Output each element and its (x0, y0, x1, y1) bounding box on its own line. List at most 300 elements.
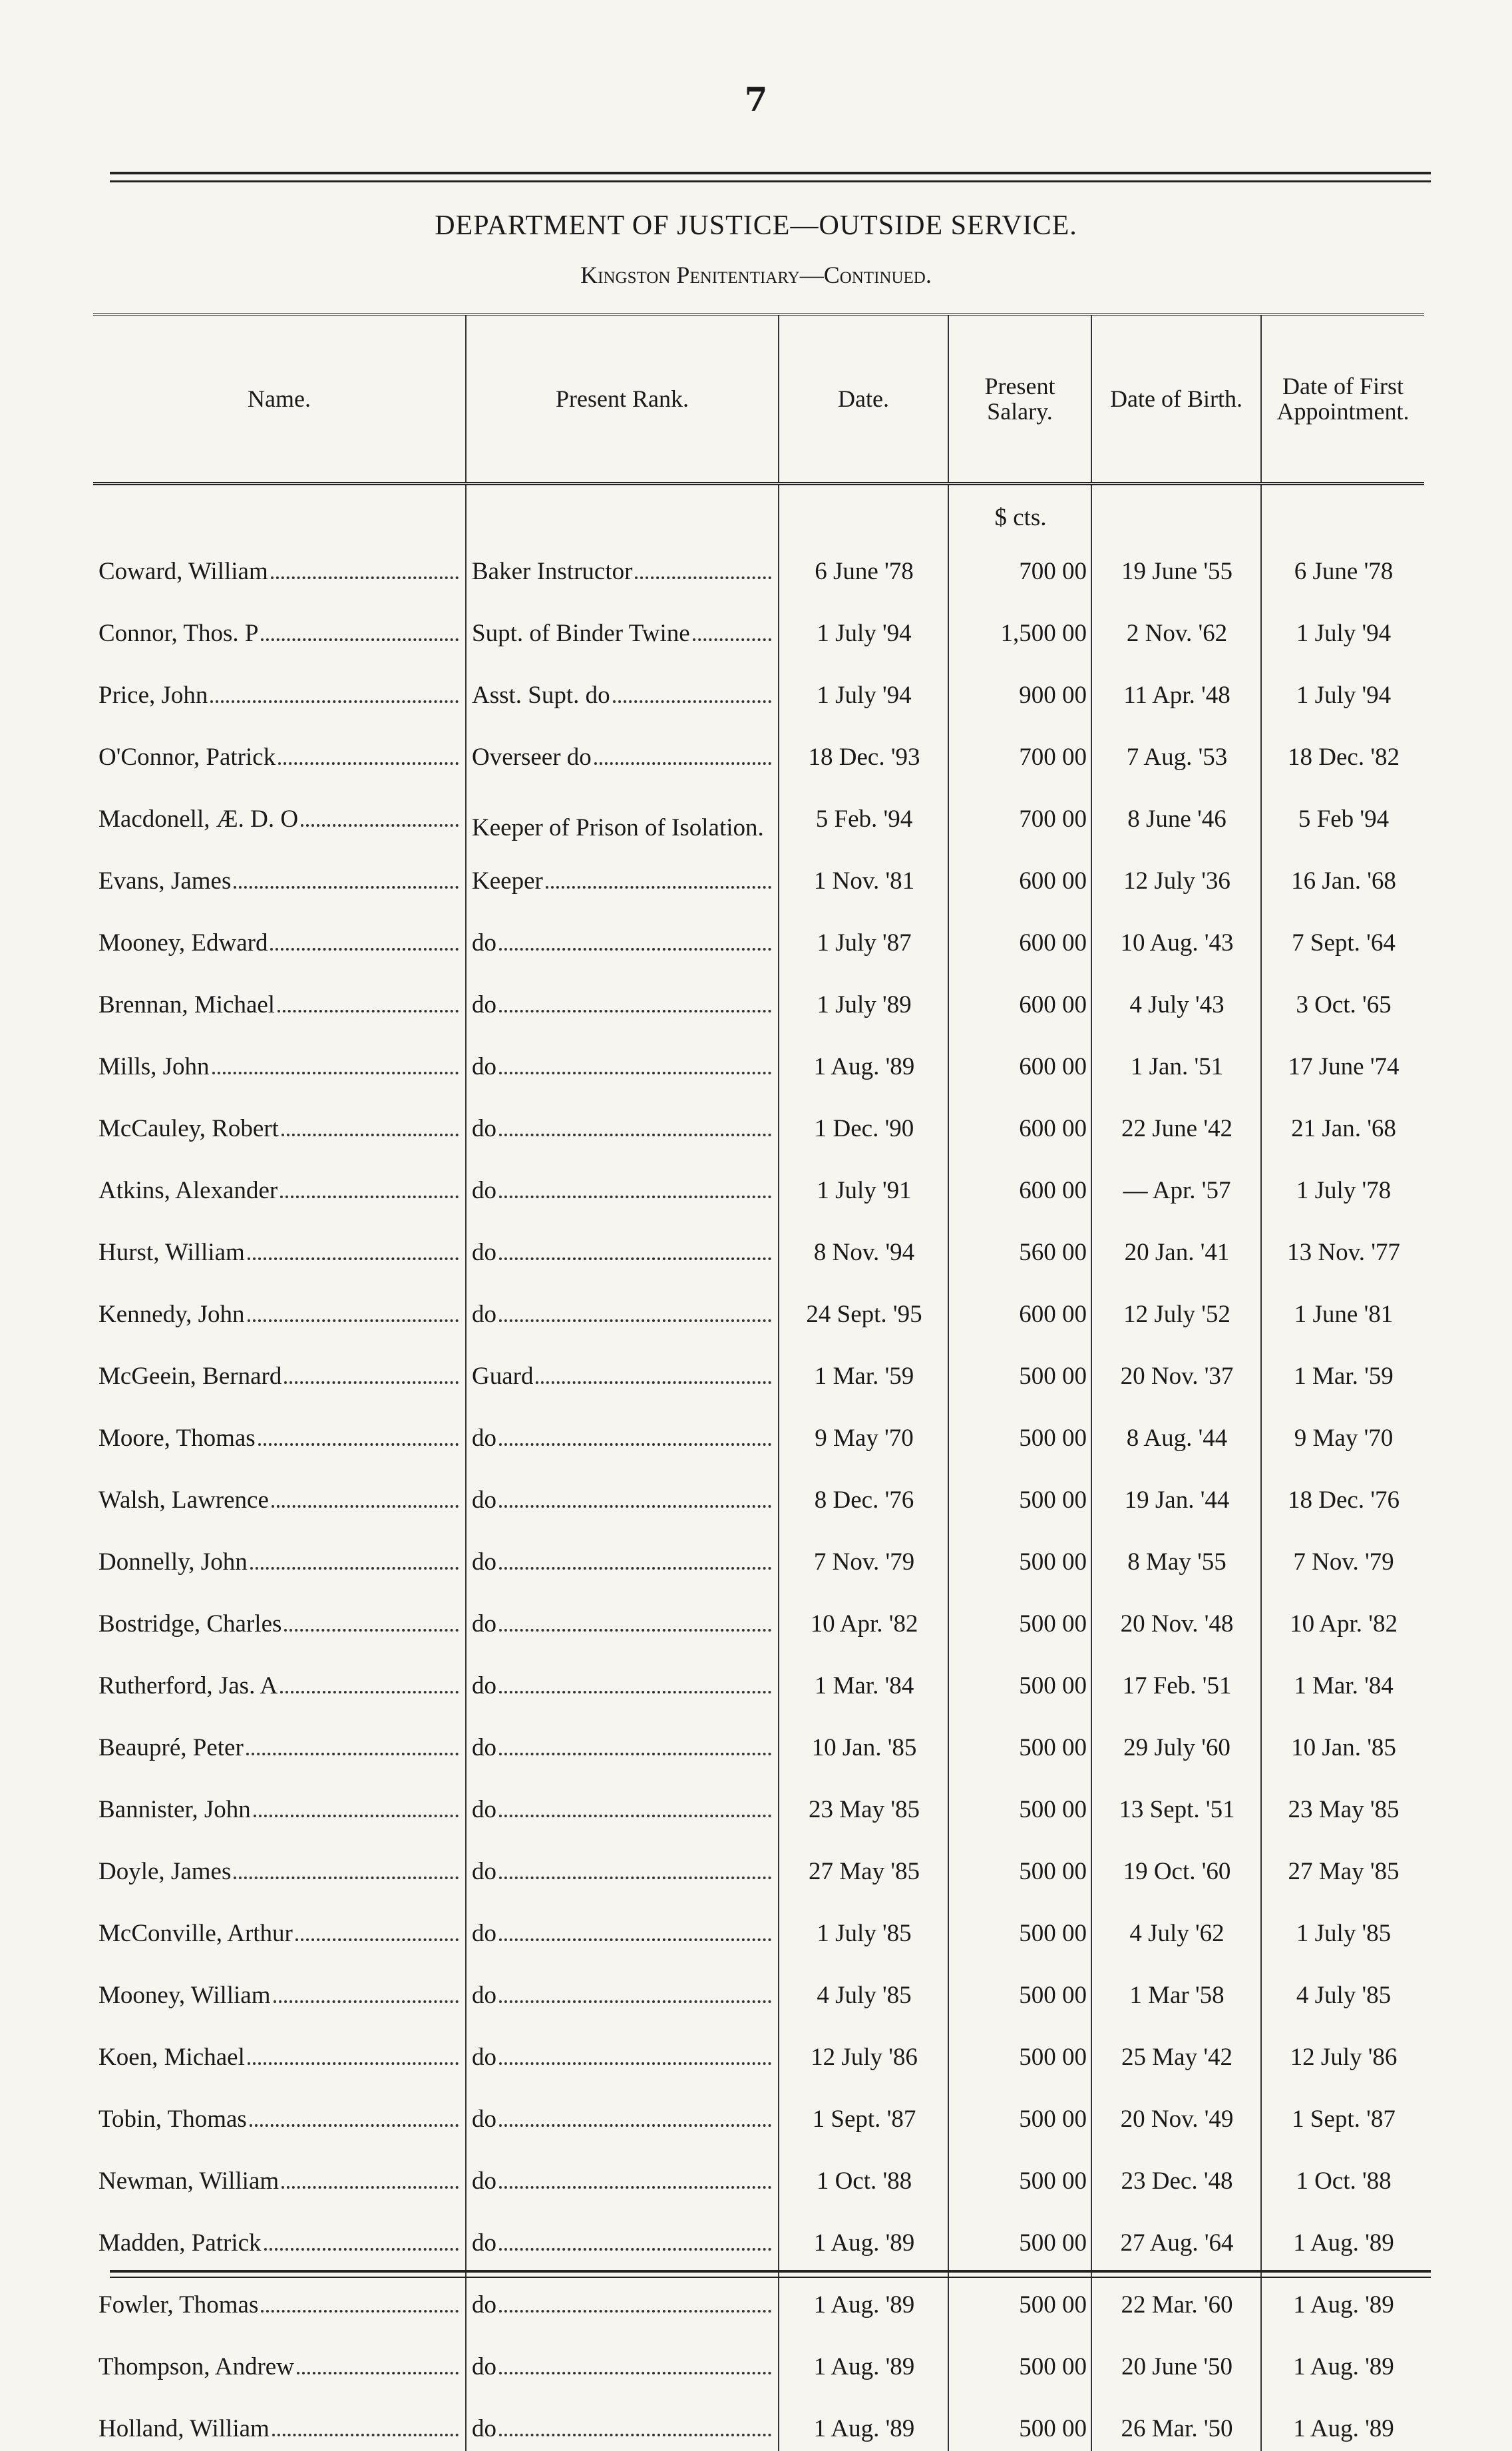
present-rank: do (472, 991, 496, 1019)
date-of-birth: 22 Mar. '60 (1091, 2265, 1261, 2327)
employee-name-cell (93, 1708, 466, 1770)
date-of-birth: 19 Oct. '60 (1091, 1832, 1261, 1894)
rank-date: 10 Apr. '82 (779, 1584, 948, 1646)
employee-name: Moore, Thomas (98, 1424, 256, 1452)
date-of-first-appointment: 12 July '86 (1261, 2018, 1424, 2080)
present-rank: Asst. Supt. do (472, 681, 610, 710)
present-rank-cell (466, 1151, 779, 1213)
employee-name: Evans, James (98, 867, 231, 895)
employee-name-cell (93, 1213, 466, 1275)
employee-name-cell (93, 2389, 466, 2451)
employee-name-cell (93, 965, 466, 1027)
table-row (93, 1956, 1424, 2018)
date-of-birth: 1 Jan. '51 (1091, 1027, 1261, 1089)
present-rank: do (472, 1486, 496, 1514)
employee-name-cell (93, 903, 466, 965)
date-of-first-appointment: 1 Mar. '59 (1261, 1337, 1424, 1399)
date-of-birth: 26 Mar. '50 (1091, 2389, 1261, 2451)
present-salary: 500 00 (948, 2327, 1091, 2389)
rank-date: 18 Dec. '93 (779, 718, 948, 780)
dot-leader (271, 576, 459, 579)
present-salary: 600 00 (948, 1151, 1091, 1213)
dot-leader (295, 1938, 459, 1941)
date-of-first-appointment: 21 Jan. '68 (1261, 1089, 1424, 1151)
present-rank: do (472, 1857, 496, 1886)
date-of-first-appointment: 10 Apr. '82 (1261, 1584, 1424, 1646)
employee-name: Beaupré, Peter (98, 1733, 244, 1762)
date-of-birth: 17 Feb. '51 (1091, 1646, 1261, 1708)
rank-date: 8 Nov. '94 (779, 1213, 948, 1275)
date-of-first-appointment: 6 June '78 (1261, 532, 1424, 594)
date-of-birth: 12 July '36 (1091, 841, 1261, 903)
date-of-birth: 12 July '52 (1091, 1275, 1261, 1337)
employee-name: Coward, William (98, 557, 268, 586)
employee-name-cell (93, 2203, 466, 2265)
present-rank-cell (466, 1832, 779, 1894)
employee-name: Thompson, Andrew (98, 2352, 294, 2381)
employee-name-cell (93, 1089, 466, 1151)
table-header (93, 314, 1424, 484)
present-rank-cell (466, 1708, 779, 1770)
employee-name: Bostridge, Charles (98, 1610, 282, 1638)
table-row (93, 2389, 1424, 2451)
rank-date: 1 Sept. '87 (779, 2080, 948, 2141)
present-salary: 900 00 (948, 656, 1091, 718)
employee-name-cell (93, 1956, 466, 2018)
present-salary: 1,500 00 (948, 594, 1091, 656)
column-header-name: Name. (93, 314, 466, 484)
present-salary: 500 00 (948, 1460, 1091, 1522)
dot-leader (278, 1010, 459, 1012)
dot-leader (272, 1505, 459, 1508)
present-salary: 500 00 (948, 1770, 1091, 1832)
present-rank: do (472, 1176, 496, 1205)
present-rank: Keeper of Prison of Isolation. (466, 780, 779, 841)
date-of-birth: 10 Aug. '43 (1091, 903, 1261, 965)
employee-name-cell (93, 1337, 466, 1399)
present-rank: do (472, 929, 496, 957)
present-rank: do (472, 2043, 496, 2072)
present-salary: 700 00 (948, 718, 1091, 780)
employee-name: Atkins, Alexander (98, 1176, 278, 1205)
dot-leader (499, 1753, 771, 1755)
rank-date: 1 Mar. '84 (779, 1646, 948, 1708)
date-of-first-appointment: 1 Oct. '88 (1261, 2141, 1424, 2203)
rank-date: 1 Dec. '90 (779, 1089, 948, 1151)
table-row (93, 841, 1424, 903)
dot-leader (212, 1072, 459, 1074)
dot-leader (499, 1257, 771, 1260)
dot-leader (258, 1443, 459, 1446)
present-rank: do (472, 1424, 496, 1452)
date-of-first-appointment: 17 June '74 (1261, 1027, 1424, 1089)
dot-leader (499, 2310, 771, 2313)
dot-leader (499, 1196, 771, 1198)
present-rank: Supt. of Binder Twine (472, 619, 690, 648)
dot-leader (499, 948, 771, 951)
present-salary: 500 00 (948, 1646, 1091, 1708)
dot-leader (536, 1381, 771, 1384)
employee-name: Koen, Michael (98, 2043, 245, 2072)
dot-leader (210, 700, 459, 703)
dot-leader (499, 1629, 771, 1632)
present-rank-cell (466, 656, 779, 718)
table-row (93, 1646, 1424, 1708)
employee-name: Holland, William (98, 2414, 270, 2443)
present-rank-cell (466, 965, 779, 1027)
rank-date: 4 July '85 (779, 1956, 948, 2018)
present-salary: 500 00 (948, 2018, 1091, 2080)
employee-name-cell (93, 594, 466, 656)
table-row (93, 532, 1424, 594)
present-rank-cell (466, 1213, 779, 1275)
present-rank-cell (466, 1337, 779, 1399)
dot-leader (499, 1938, 771, 1941)
date-of-birth: 29 July '60 (1091, 1708, 1261, 1770)
date-of-birth: 19 June '55 (1091, 532, 1261, 594)
present-salary: 500 00 (948, 1832, 1091, 1894)
present-salary: 500 00 (948, 2389, 1091, 2451)
employee-name-cell (93, 1770, 466, 1832)
date-of-first-appointment: 1 Aug. '89 (1261, 2265, 1424, 2327)
date-of-first-appointment: 1 July '85 (1261, 1894, 1424, 1956)
present-salary: 500 00 (948, 1337, 1091, 1399)
employee-name-cell (93, 1894, 466, 1956)
present-salary: 500 00 (948, 1708, 1091, 1770)
table-row (93, 1584, 1424, 1646)
present-salary: 600 00 (948, 1275, 1091, 1337)
rank-date: 1 Aug. '89 (779, 2327, 948, 2389)
rank-date: 1 July '89 (779, 965, 948, 1027)
present-rank-cell (466, 2327, 779, 2389)
dot-leader (499, 1072, 771, 1074)
dot-leader (248, 2062, 459, 2065)
dot-leader (280, 1196, 459, 1198)
date-of-birth: 20 Nov. '37 (1091, 1337, 1261, 1399)
employee-name-cell (93, 780, 466, 841)
date-of-first-appointment: 3 Oct. '65 (1261, 965, 1424, 1027)
present-rank: Keeper (472, 867, 543, 895)
dot-leader (284, 1629, 459, 1632)
employee-name-cell (93, 2141, 466, 2203)
dot-leader (499, 2372, 771, 2374)
table-row (93, 1089, 1424, 1151)
present-rank: do (472, 2352, 496, 2381)
employee-name-cell (93, 841, 466, 903)
present-rank: do (472, 1300, 496, 1329)
date-of-first-appointment: 4 July '85 (1261, 1956, 1424, 2018)
date-of-first-appointment: 1 Sept. '87 (1261, 2080, 1424, 2141)
employee-name-cell (93, 2327, 466, 2389)
column-header-birth: Date of Birth. (1091, 314, 1261, 484)
dot-leader (499, 1877, 771, 1879)
dot-leader (282, 1134, 459, 1136)
rank-date: 10 Jan. '85 (779, 1708, 948, 1770)
date-of-birth: 20 Nov. '49 (1091, 2080, 1261, 2141)
dot-leader (270, 948, 459, 951)
date-of-birth: 25 May '42 (1091, 2018, 1261, 2080)
present-rank: do (472, 2105, 496, 2133)
date-of-first-appointment: 23 May '85 (1261, 1770, 1424, 1832)
date-of-birth: 20 June '50 (1091, 2327, 1261, 2389)
date-of-birth: — Apr. '57 (1091, 1151, 1261, 1213)
present-rank-cell (466, 1956, 779, 2018)
employee-name: Macdonell, Æ. D. O (98, 805, 298, 833)
date-of-first-appointment: 1 July '94 (1261, 594, 1424, 656)
employee-name: Bannister, John (98, 1795, 251, 1824)
employee-name: McGeein, Bernard (98, 1362, 282, 1391)
date-of-birth: 23 Dec. '48 (1091, 2141, 1261, 2203)
top-rule (110, 172, 1431, 182)
present-rank-cell (466, 2141, 779, 2203)
date-of-birth: 11 Apr. '48 (1091, 656, 1261, 718)
present-salary: 560 00 (948, 1213, 1091, 1275)
present-rank-cell (466, 1399, 779, 1460)
date-of-birth: 7 Aug. '53 (1091, 718, 1261, 780)
table-row (93, 1460, 1424, 1522)
present-salary: 600 00 (948, 903, 1091, 965)
present-salary: 600 00 (948, 841, 1091, 903)
rank-date: 1 Aug. '89 (779, 2389, 948, 2451)
dot-leader (272, 2434, 459, 2436)
present-rank-cell (466, 1584, 779, 1646)
department-heading: DEPARTMENT OF JUSTICE—OUTSIDE SERVICE. (0, 210, 1512, 242)
dot-leader (297, 2372, 459, 2374)
dot-leader (594, 762, 771, 765)
dot-leader (250, 2124, 459, 2127)
present-rank-cell (466, 1646, 779, 1708)
date-of-birth: 8 June '46 (1091, 780, 1261, 841)
rank-date: 7 Nov. '79 (779, 1522, 948, 1584)
present-rank: do (472, 1981, 496, 2010)
rank-date: 1 July '87 (779, 903, 948, 965)
dot-leader (282, 2186, 459, 2189)
present-rank-cell (466, 1027, 779, 1089)
employee-name: Doyle, James (98, 1857, 231, 1886)
dot-leader (499, 1567, 771, 1570)
dot-leader (278, 762, 459, 765)
employee-name: Walsh, Lawrence (98, 1486, 269, 1514)
present-rank-cell (466, 2018, 779, 2080)
employee-name: Madden, Patrick (98, 2229, 262, 2257)
dot-leader (499, 1010, 771, 1012)
table-row (93, 1522, 1424, 1584)
units-row (93, 484, 1424, 533)
rank-date: 24 Sept. '95 (779, 1275, 948, 1337)
column-header-rank: Present Rank. (466, 314, 779, 484)
employee-name: Mills, John (98, 1052, 210, 1081)
employee-name: Connor, Thos. P (98, 619, 258, 648)
table-row (93, 1337, 1424, 1399)
employee-name: Kennedy, John (98, 1300, 245, 1329)
date-of-birth: 8 Aug. '44 (1091, 1399, 1261, 1460)
table-row (93, 1399, 1424, 1460)
dot-leader (546, 886, 771, 889)
employee-name-cell (93, 1646, 466, 1708)
present-rank: do (472, 2291, 496, 2319)
rank-date: 1 Aug. '89 (779, 2265, 948, 2327)
table-row (93, 2203, 1424, 2265)
date-of-birth: 27 Aug. '64 (1091, 2203, 1261, 2265)
dot-leader (693, 638, 771, 641)
rank-date: 1 July '94 (779, 594, 948, 656)
employee-name-cell (93, 718, 466, 780)
dot-leader (499, 2248, 771, 2251)
table-body (93, 484, 1424, 2451)
employee-name: Brennan, Michael (98, 991, 275, 1019)
table-row (93, 2018, 1424, 2080)
table-row (93, 1770, 1424, 1832)
present-rank: do (472, 1238, 496, 1267)
dot-leader (248, 1257, 459, 1260)
dot-leader (635, 576, 771, 579)
date-of-first-appointment: 1 June '81 (1261, 1275, 1424, 1337)
present-rank: do (472, 1610, 496, 1638)
date-of-birth: 8 May '55 (1091, 1522, 1261, 1584)
date-of-first-appointment: 1 July '94 (1261, 656, 1424, 718)
present-rank-cell (466, 718, 779, 780)
present-salary: 500 00 (948, 2141, 1091, 2203)
date-of-first-appointment: 16 Jan. '68 (1261, 841, 1424, 903)
employee-name-cell (93, 1275, 466, 1337)
date-of-first-appointment: 1 Aug. '89 (1261, 2203, 1424, 2265)
present-salary: 500 00 (948, 1584, 1091, 1646)
present-rank: do (472, 1114, 496, 1143)
dot-leader (248, 1319, 459, 1322)
present-rank-cell (466, 1089, 779, 1151)
employee-name: Rutherford, Jas. A (98, 1671, 278, 1700)
rank-date: 6 June '78 (779, 532, 948, 594)
present-rank-cell (466, 2389, 779, 2451)
employee-name: Mooney, Edward (98, 929, 268, 957)
table-row (93, 1151, 1424, 1213)
date-of-first-appointment: 1 July '78 (1261, 1151, 1424, 1213)
date-of-first-appointment: 27 May '85 (1261, 1832, 1424, 1894)
table-row (93, 594, 1424, 656)
staff-table (93, 313, 1424, 2451)
table-row (93, 1832, 1424, 1894)
date-of-first-appointment: 18 Dec. '82 (1261, 718, 1424, 780)
column-header-salary: Present Salary. (948, 314, 1091, 484)
dot-leader (254, 1815, 459, 1817)
present-salary: 500 00 (948, 2265, 1091, 2327)
date-of-birth: 19 Jan. '44 (1091, 1460, 1261, 1522)
table-row (93, 656, 1424, 718)
dot-leader (613, 700, 771, 703)
employee-name-cell (93, 656, 466, 718)
present-rank: Guard (472, 1362, 533, 1391)
date-of-first-appointment: 1 Mar. '84 (1261, 1646, 1424, 1708)
dot-leader (499, 2186, 771, 2189)
present-rank: do (472, 1052, 496, 1081)
present-rank: do (472, 2229, 496, 2257)
present-salary: 600 00 (948, 1027, 1091, 1089)
rank-date: 12 July '86 (779, 2018, 948, 2080)
employee-name-cell (93, 1151, 466, 1213)
dot-leader (499, 2124, 771, 2127)
dot-leader (261, 2310, 459, 2313)
present-rank: Overseer do (472, 743, 592, 772)
rank-date: 5 Feb. '94 (779, 780, 948, 841)
column-header-date: Date. (779, 314, 948, 484)
employee-name-cell (93, 1460, 466, 1522)
table-row (93, 1708, 1424, 1770)
present-salary: 600 00 (948, 1089, 1091, 1151)
dot-leader (280, 1691, 459, 1693)
dot-leader (499, 2434, 771, 2436)
table-row (93, 2080, 1424, 2141)
present-salary: 600 00 (948, 965, 1091, 1027)
present-salary: 500 00 (948, 1956, 1091, 2018)
present-rank-cell (466, 1522, 779, 1584)
present-salary: 700 00 (948, 532, 1091, 594)
rank-date: 8 Dec. '76 (779, 1460, 948, 1522)
employee-name: Price, John (98, 681, 208, 710)
dot-leader (274, 2000, 459, 2003)
date-of-birth: 2 Nov. '62 (1091, 594, 1261, 656)
date-of-first-appointment: 5 Feb '94 (1261, 780, 1424, 841)
table-row (93, 1027, 1424, 1089)
present-rank: do (472, 2414, 496, 2443)
date-of-first-appointment: 9 May '70 (1261, 1399, 1424, 1460)
present-salary: 500 00 (948, 1399, 1091, 1460)
present-rank-cell (466, 2203, 779, 2265)
table-row (93, 1894, 1424, 1956)
employee-name-cell (93, 532, 466, 594)
employee-name: Newman, William (98, 2167, 279, 2195)
present-rank-cell (466, 594, 779, 656)
employee-name: Hurst, William (98, 1238, 245, 1267)
present-rank: do (472, 1548, 496, 1576)
dot-leader (234, 886, 459, 889)
dot-leader (261, 638, 459, 641)
employee-name: Mooney, William (98, 1981, 271, 2010)
present-rank: do (472, 2167, 496, 2195)
table-row (93, 1275, 1424, 1337)
date-of-first-appointment: 7 Nov. '79 (1261, 1522, 1424, 1584)
employee-name: McCauley, Robert (98, 1114, 279, 1143)
date-of-first-appointment: 13 Nov. '77 (1261, 1213, 1424, 1275)
column-header-first-appointment: Date of First Appointment. (1261, 314, 1424, 484)
present-rank: do (472, 1671, 496, 1700)
employee-name-cell (93, 2018, 466, 2080)
rank-date: 1 Oct. '88 (779, 2141, 948, 2203)
employee-name: Fowler, Thomas (98, 2291, 258, 2319)
dot-leader (234, 1877, 459, 1879)
dot-leader (499, 1691, 771, 1693)
date-of-first-appointment: 10 Jan. '85 (1261, 1708, 1424, 1770)
date-of-birth: 1 Mar '58 (1091, 1956, 1261, 2018)
table-row (93, 780, 1424, 841)
employee-name-cell (93, 1832, 466, 1894)
present-rank-cell (466, 841, 779, 903)
rank-date: 1 Mar. '59 (779, 1337, 948, 1399)
dot-leader (499, 2000, 771, 2003)
present-rank-cell (466, 1275, 779, 1337)
employee-name-cell (93, 1027, 466, 1089)
salary-unit-label: $ cts. (948, 484, 1091, 533)
dot-leader (499, 1319, 771, 1322)
date-of-first-appointment: 7 Sept. '64 (1261, 903, 1424, 965)
dot-leader (499, 1134, 771, 1136)
rank-date: 27 May '85 (779, 1832, 948, 1894)
present-rank: Baker Instructor (472, 557, 632, 586)
dot-leader (499, 1505, 771, 1508)
employee-name: O'Connor, Patrick (98, 743, 276, 772)
dot-leader (499, 1443, 771, 1446)
dot-leader (250, 1567, 459, 1570)
employee-name: McConville, Arthur (98, 1919, 293, 1948)
